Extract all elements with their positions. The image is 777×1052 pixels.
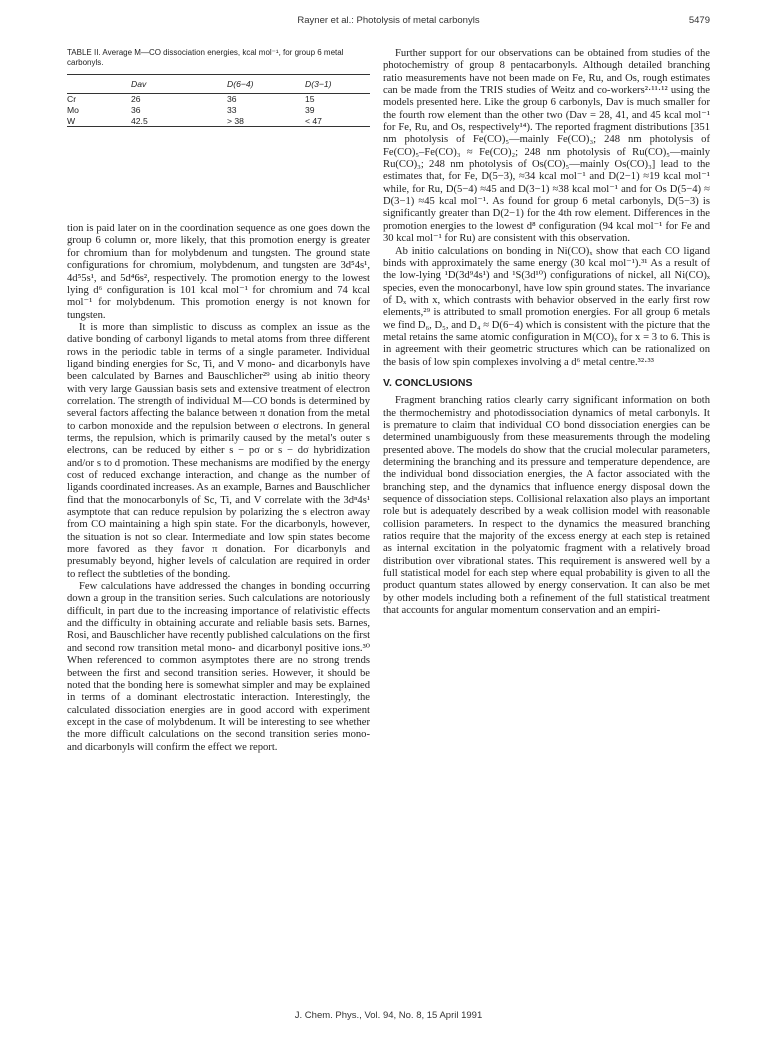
journal-footer: J. Chem. Phys., Vol. 94, No. 8, 15 April 1991: [294, 1010, 483, 1021]
table-cell: 36: [227, 94, 237, 105]
table-header-cell: [67, 75, 131, 94]
table-header-cell: Dav: [131, 79, 147, 89]
table-cell: < 47: [305, 115, 322, 126]
table-cell: 33: [227, 104, 237, 115]
table-cell: W: [67, 115, 76, 126]
table-cell: Mo: [67, 104, 79, 115]
section-heading: V. CONCLUSIONS: [383, 376, 473, 389]
right-column: [383, 48, 710, 617]
body-paragraph: It is more than simplistic to discuss as complex an issue as the dative bonding of carbonyl ligands to metal atoms from three different rows in the periodic table in terms of a single parameter. Individual ligand binding energies for Sc, Ti, and V mono- and dicarbonyls have been calculated by Barnes and Bauschlicher²⁹ using ab initio theory with very large Gaussian basis sets and extensive treatment of electron correlation. The strength of individual M—CO bonds is determined by several factors affecting the balance between π donation from the metal to carbon monoxide and the repulsion between σ electrons. In general terms, the repulsion, which is primarily caused by the metal's outer s electrons, can be reduced by either s − pσ or s − dσ hybridization and/or s to d promotion. These mechanisms are modified by the energy cost of reduced exchange interaction, and change as the number of ligands coordinated increases. As an example, Barnes and Bauschlicher find that the monocarbonyls of Sc, Ti, and V correlate with the 3dⁿ4s¹ asymptote that can reduce repulsion by polarizing the s electron away from CO maintaining a high spin state. For the dicarbonyls, however, the situation is not so clear. Intermediate and low spin states become more favored as they favor π donation. For dicarbonyls and presumably beyond, higher levels of calculation are required in order to reflect the subtleties of the bonding.: [67, 321, 370, 580]
table-row: [67, 116, 370, 127]
table-cell: 36: [131, 104, 141, 115]
running-title: Rayner et al.: Photolysis of metal carbonyls: [297, 15, 480, 26]
table-cell: > 38: [227, 115, 244, 126]
dissociation-energy-table: [67, 74, 370, 127]
table-cell: 15: [305, 94, 315, 105]
body-paragraph: Fragment branching ratios clearly carry significant information on both the thermochemistry and photodissociation dynamics of metal carbonyls. It is premature to claim that individual CO bond dissociation energies can be determined unambiguously from these measurements through the modeling presented above. The models do show that the crucial molecular parameters, determining the branching and its pressure and temperature dependence, are the individual bond dissociation energies, the A factor associated with the branching step, and the dynamics that influence energy disposal down the sequence of dissociation steps. Collisional relaxation also plays an important role but is adequately described by a weak collision model with reasonable collision parameters. In respect to the dynamics the measured branching ratios require that the majority of the excess energy at each step is retained as internal excitation in the polyatomic fragment with a relatively broad distribution over vibrational states. This requirement is answered well by a full statistical model for each step where equal probability is given to all the product quantum states allowed by energy conservation. It can also be met by other models including both a refinement of the full statistical treatment that accounts for angular momentum conservation and an empiri-: [383, 395, 710, 617]
body-paragraph: Further support for our observations can be obtained from studies of the photochemistry of group 8 pentacarbonyls. Although detailed branching ratio measurements have not been made on Fe, Ru, and Os, rough estimates can be made from the TRIS studies of Weitz and co-workers²·¹¹·¹² using the models presented here. Like the group 6 carbonyls, Dav is much smaller for the fourth row element than the other two (Dav = 28, 41, and 45 kcal mol⁻¹ for Fe, Ru, and Os, respectively¹⁴). The reported fragment distributions [351 nm photolysis of Fe(CO)₅—mainly Fe(CO)₃; 248 nm photolysis of Fe(CO)₅–Fe(CO)₃ ≈ Fe(CO)₂; 248 nm photolysis of Ru(CO)₅—mainly Ru(CO)₃; 248 nm photolysis of Os(CO)₅—mainly Os(CO)₃] lead to the estimates that, for Fe, D(5−3), ≈34 kcal mol⁻¹ and D(2−1) ≈19 kcal mol⁻¹ while, for Ru, D(5−4) ≈45 and D(3−1) ≈38 kcal mol⁻¹ and for Os D(5−4) ≈ D(3−1) ≈45 kcal mol⁻¹. As found for group 6 metal carbonyls, D(5−3) is significantly greater than D(2−1) for the 4th row element. Differences in the promotion energies to the lowest d⁸ configuration (94 kcal mol⁻¹ for Fe and 30 kcal mol⁻¹ for Ru) are consistent with this observation.: [383, 48, 710, 245]
table-cell: 42.5: [131, 115, 148, 126]
body-paragraph: Few calculations have addressed the changes in bonding occurring down a group in the transition series. Such calculations are notoriously difficult, in part due to the increasing importance of relativistic effects and the difficulty in obtaining accurate and reliable basis sets. Barnes, Rosi, and Bauschlicher have recently published calculations on the first and second row transition metal mono- and dicarbonyl positive ions.³⁰ When referenced to common asymptotes there are no strong trends between the first and second transition series. However, it should be noted that the bonding here is somewhat simpler and may be explained in terms of a dominant electrostatic interaction. Interestingly, the calculated dissociation energies are in good accord with experiment except in the case of molybdenum. It will be interesting to see whether the more difficult calculations on the second transition series mono- and dicarbonyls will confirm the effect we report.: [67, 581, 371, 753]
table-caption: TABLE II. Average M—CO dissociation energies, kcal mol⁻¹, for group 6 metal carbonyls.: [67, 48, 344, 67]
table-cell: 26: [131, 94, 141, 105]
left-column: [67, 48, 370, 754]
table-cell: Cr: [67, 94, 77, 105]
table-row: [67, 94, 370, 105]
table-cell: 39: [305, 104, 315, 115]
table-header-cell: D(6−4): [227, 79, 254, 89]
body-paragraph: Ab initio calculations on bonding in Ni(CO)ₓ show that each CO ligand binds with approximately the same energy (30 kcal mol⁻¹).³¹ As a result of the low-lying ¹D(3d⁹4s¹) and ¹S(3d¹⁰) configurations of nickel, all Ni(CO)ₓ species, even the monocarbonyl, have low spin ground states. The invariance of Dₓ with x, which contrasts with behavior observed in the early first row elements,²⁹ is attributed to small promotion energies. For all group 6 metals we find D₆, D₅, and D₄ ≈ D(6−4) which is consistent with the picture that the metal retains the same atomic configuration in M(CO)ₓ for x = 3 to 6. This is in agreement with their geometric structures which can be rationalized on the basis of low spin complexes involving a d⁶ metal centre.³²·³³: [383, 245, 710, 368]
body-paragraph: tion is paid later on in the coordination sequence as one goes down the group 6 column or, more likely, that this promotion energy is greater for chromium than for molybdenum and tungsten. The ground state configurations for chromium, molybdenum, and tungsten are 3d⁵4s¹, 4d⁵5s¹, and 5d⁴6s², respectively. The promotion energy to the lowest lying d⁶ configuration is 101 kcal mol⁻¹ for chromium and 74 kcal mol⁻¹ for molybdenum. This promotion energy is not known for tungsten.: [67, 223, 370, 321]
page-number: 5479: [688, 15, 710, 26]
table-row: [67, 105, 370, 116]
table-header-row: [67, 75, 370, 94]
table-header-cell: D(3−1): [305, 79, 332, 89]
